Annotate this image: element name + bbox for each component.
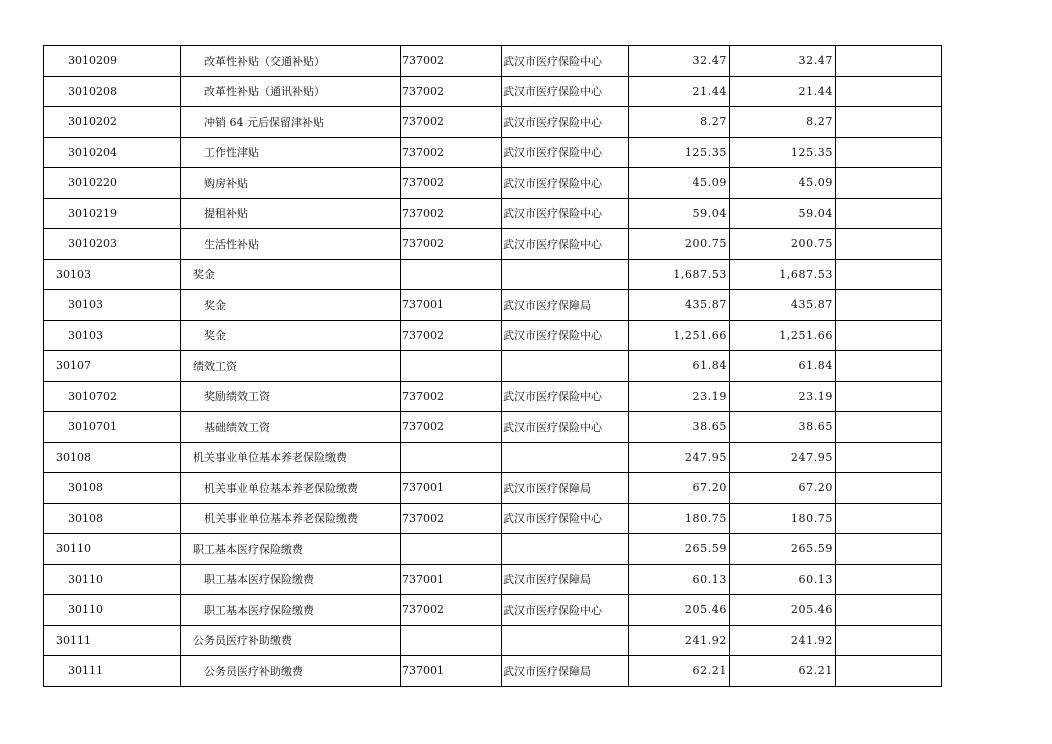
cell-code: 3010209 (44, 46, 181, 77)
cell-code: 3010203 (44, 229, 181, 260)
cell-unit-name: 武汉市医疗保险中心 (502, 137, 629, 168)
cell-unit-code: 737001 (401, 290, 502, 321)
cell-amount-basic: 1,251.66 (730, 320, 836, 351)
cell-empty (836, 625, 942, 656)
cell-empty (836, 503, 942, 534)
table-row (44, 503, 942, 534)
budget-table (43, 45, 942, 687)
cell-amount-basic: 1,687.53 (730, 259, 836, 290)
table-row (44, 229, 942, 260)
table-row-category (44, 625, 942, 656)
cell-name: 职工基本医疗保险缴费 (181, 564, 401, 595)
cell-empty (836, 412, 942, 443)
cell-amount-basic: 241.92 (730, 625, 836, 656)
cell-unit-name: 武汉市医疗保险中心 (502, 107, 629, 138)
cell-empty (836, 473, 942, 504)
cell-amount-total: 200.75 (629, 229, 730, 260)
cell-unit-name: 武汉市医疗保障局 (502, 290, 629, 321)
cell-amount-total: 67.20 (629, 473, 730, 504)
cell-name: 奖励绩效工资 (181, 381, 401, 412)
cell-code: 30103 (44, 290, 181, 321)
cell-unit-name: 武汉市医疗保险中心 (502, 168, 629, 199)
budget-sheet (43, 45, 942, 687)
cell-unit-code: 737002 (401, 595, 502, 626)
cell-empty (836, 595, 942, 626)
cell-unit-name: 武汉市医疗保险中心 (502, 320, 629, 351)
cell-name: 公务员医疗补助缴费 (181, 656, 401, 687)
cell-unit-name: 武汉市医疗保障局 (502, 656, 629, 687)
cell-empty (836, 351, 942, 382)
cell-amount-total: 1,251.66 (629, 320, 730, 351)
cell-amount-basic: 23.19 (730, 381, 836, 412)
cell-amount-basic: 125.35 (730, 137, 836, 168)
cell-empty (836, 259, 942, 290)
cell-name: 机关事业单位基本养老保险缴费 (181, 442, 401, 473)
cell-amount-total: 62.21 (629, 656, 730, 687)
cell-amount-basic: 265.59 (730, 534, 836, 565)
table-row (44, 320, 942, 351)
cell-code: 3010701 (44, 412, 181, 443)
cell-name: 基础绩效工资 (181, 412, 401, 443)
cell-unit-code: 737002 (401, 412, 502, 443)
cell-name: 公务员医疗补助缴费 (181, 625, 401, 656)
cell-code: 3010202 (44, 107, 181, 138)
cell-unit-code: 737002 (401, 320, 502, 351)
cell-unit-name (502, 625, 629, 656)
cell-unit-code: 737002 (401, 229, 502, 260)
cell-amount-total: 61.84 (629, 351, 730, 382)
cell-unit-name (502, 259, 629, 290)
cell-code: 30108 (44, 473, 181, 504)
cell-empty (836, 564, 942, 595)
cell-amount-total: 205.46 (629, 595, 730, 626)
cell-unit-code: 737002 (401, 381, 502, 412)
table-row (44, 564, 942, 595)
cell-amount-total: 435.87 (629, 290, 730, 321)
cell-unit-code: 737002 (401, 198, 502, 229)
cell-unit-name: 武汉市医疗保险中心 (502, 595, 629, 626)
cell-unit-code (401, 534, 502, 565)
table-row (44, 290, 942, 321)
cell-unit-code: 737002 (401, 107, 502, 138)
cell-code: 30110 (44, 564, 181, 595)
cell-empty (836, 137, 942, 168)
cell-name: 改革性补贴（交通补贴） (181, 46, 401, 77)
cell-amount-basic: 61.84 (730, 351, 836, 382)
cell-amount-basic: 38.65 (730, 412, 836, 443)
cell-unit-name: 武汉市医疗保险中心 (502, 412, 629, 443)
cell-amount-basic: 8.27 (730, 107, 836, 138)
table-row (44, 595, 942, 626)
cell-amount-basic: 247.95 (730, 442, 836, 473)
cell-unit-code (401, 351, 502, 382)
cell-unit-code: 737002 (401, 168, 502, 199)
cell-amount-basic: 200.75 (730, 229, 836, 260)
cell-amount-basic: 60.13 (730, 564, 836, 595)
cell-amount-total: 21.44 (629, 76, 730, 107)
cell-name: 冲销 64 元后保留津补贴 (181, 107, 401, 138)
cell-amount-total: 125.35 (629, 137, 730, 168)
cell-empty (836, 656, 942, 687)
cell-amount-total: 38.65 (629, 412, 730, 443)
cell-code: 30110 (44, 595, 181, 626)
table-row (44, 473, 942, 504)
cell-name: 奖金 (181, 290, 401, 321)
cell-unit-code (401, 442, 502, 473)
cell-amount-basic: 435.87 (730, 290, 836, 321)
cell-amount-basic: 59.04 (730, 198, 836, 229)
cell-name: 奖金 (181, 320, 401, 351)
cell-unit-code: 737001 (401, 656, 502, 687)
cell-unit-name: 武汉市医疗保障局 (502, 473, 629, 504)
cell-unit-name (502, 534, 629, 565)
table-row (44, 76, 942, 107)
cell-amount-total: 59.04 (629, 198, 730, 229)
cell-amount-basic: 45.09 (730, 168, 836, 199)
cell-unit-code: 737002 (401, 137, 502, 168)
cell-unit-name: 武汉市医疗保障局 (502, 564, 629, 595)
cell-name: 奖金 (181, 259, 401, 290)
cell-empty (836, 442, 942, 473)
cell-empty (836, 46, 942, 77)
cell-code: 3010204 (44, 137, 181, 168)
cell-unit-name: 武汉市医疗保险中心 (502, 76, 629, 107)
cell-unit-name: 武汉市医疗保险中心 (502, 198, 629, 229)
cell-unit-name (502, 442, 629, 473)
cell-code: 30108 (44, 442, 181, 473)
table-row (44, 412, 942, 443)
cell-amount-basic: 32.47 (730, 46, 836, 77)
cell-unit-name (502, 351, 629, 382)
cell-empty (836, 168, 942, 199)
cell-unit-name: 武汉市医疗保险中心 (502, 381, 629, 412)
cell-amount-total: 265.59 (629, 534, 730, 565)
table-body (44, 46, 942, 687)
cell-empty (836, 76, 942, 107)
table-row-category (44, 259, 942, 290)
cell-code: 30103 (44, 320, 181, 351)
cell-name: 机关事业单位基本养老保险缴费 (181, 473, 401, 504)
table-row (44, 107, 942, 138)
cell-code: 3010702 (44, 381, 181, 412)
table-row (44, 168, 942, 199)
cell-amount-total: 60.13 (629, 564, 730, 595)
cell-amount-total: 247.95 (629, 442, 730, 473)
cell-code: 3010220 (44, 168, 181, 199)
cell-code: 30111 (44, 656, 181, 687)
table-row-category (44, 534, 942, 565)
cell-name: 改革性补贴（通讯补贴） (181, 76, 401, 107)
table-row (44, 656, 942, 687)
cell-empty (836, 229, 942, 260)
cell-unit-code: 737002 (401, 503, 502, 534)
table-row (44, 46, 942, 77)
cell-name: 职工基本医疗保险缴费 (181, 534, 401, 565)
cell-amount-basic: 21.44 (730, 76, 836, 107)
cell-empty (836, 381, 942, 412)
cell-amount-total: 32.47 (629, 46, 730, 77)
table-row (44, 137, 942, 168)
cell-empty (836, 107, 942, 138)
cell-code: 3010208 (44, 76, 181, 107)
cell-amount-total: 23.19 (629, 381, 730, 412)
cell-amount-total: 180.75 (629, 503, 730, 534)
cell-name: 机关事业单位基本养老保险缴费 (181, 503, 401, 534)
cell-amount-total: 8.27 (629, 107, 730, 138)
cell-name: 职工基本医疗保险缴费 (181, 595, 401, 626)
cell-name: 绩效工资 (181, 351, 401, 382)
cell-name: 提租补贴 (181, 198, 401, 229)
table-row (44, 381, 942, 412)
cell-code: 30103 (44, 259, 181, 290)
cell-amount-basic: 180.75 (730, 503, 836, 534)
cell-unit-code: 737002 (401, 76, 502, 107)
cell-empty (836, 534, 942, 565)
cell-unit-code (401, 259, 502, 290)
cell-amount-total: 1,687.53 (629, 259, 730, 290)
table-row (44, 198, 942, 229)
cell-unit-name: 武汉市医疗保险中心 (502, 229, 629, 260)
cell-empty (836, 320, 942, 351)
cell-amount-total: 45.09 (629, 168, 730, 199)
cell-name: 购房补贴 (181, 168, 401, 199)
cell-empty (836, 290, 942, 321)
cell-code: 30108 (44, 503, 181, 534)
cell-empty (836, 198, 942, 229)
cell-unit-code (401, 625, 502, 656)
cell-unit-code: 737001 (401, 473, 502, 504)
table-row-category (44, 442, 942, 473)
cell-name: 工作性津贴 (181, 137, 401, 168)
cell-amount-basic: 62.21 (730, 656, 836, 687)
cell-unit-code: 737002 (401, 46, 502, 77)
table-row-category (44, 351, 942, 382)
cell-amount-basic: 205.46 (730, 595, 836, 626)
cell-unit-name: 武汉市医疗保险中心 (502, 46, 629, 77)
cell-unit-code: 737001 (401, 564, 502, 595)
cell-amount-total: 241.92 (629, 625, 730, 656)
cell-amount-basic: 67.20 (730, 473, 836, 504)
cell-code: 30111 (44, 625, 181, 656)
cell-unit-name: 武汉市医疗保险中心 (502, 503, 629, 534)
cell-code: 30110 (44, 534, 181, 565)
cell-code: 3010219 (44, 198, 181, 229)
cell-code: 30107 (44, 351, 181, 382)
cell-name: 生活性补贴 (181, 229, 401, 260)
